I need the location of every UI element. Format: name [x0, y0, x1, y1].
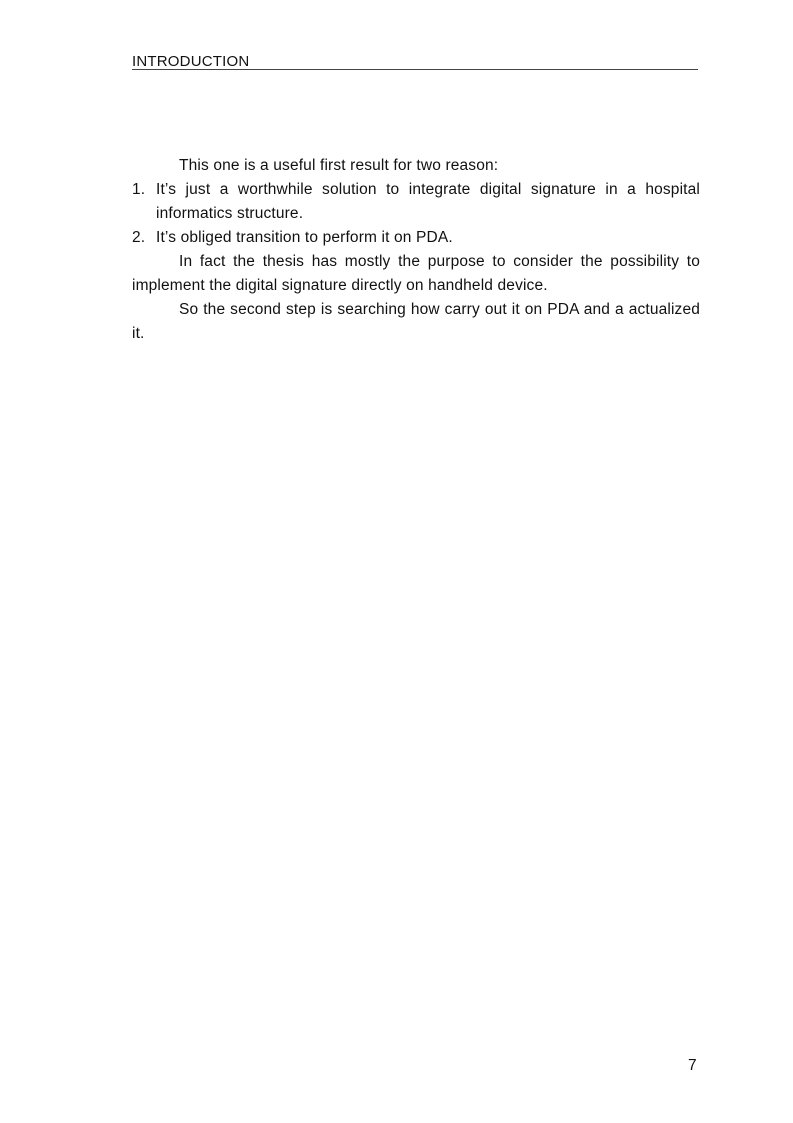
- reasons-list: [132, 178, 700, 250]
- list-item-text: It’s obliged transition to perform it on PDA.: [156, 229, 453, 246]
- paragraph-purpose: In fact the thesis has mostly the purpose to consider the possibility to implement the digital signature directly on handheld device.: [132, 253, 700, 294]
- list-item-number: 2.: [132, 229, 146, 246]
- running-header-title: INTRODUCTION: [132, 53, 250, 70]
- list-item-text: It’s just a worthwhile solution to integrate digital signature in a hospital informatics structure.: [156, 181, 700, 222]
- intro-paragraph: This one is a useful first result for two reason:: [179, 157, 499, 174]
- list-item: [132, 226, 700, 250]
- document-body: [132, 154, 700, 346]
- list-item: [132, 178, 700, 226]
- paragraph-second-step: So the second step is searching how carry out it on PDA and a actualized it.: [132, 301, 700, 342]
- page-number: 7: [688, 1057, 697, 1074]
- list-item-number: 1.: [132, 181, 146, 198]
- running-header: [132, 53, 698, 70]
